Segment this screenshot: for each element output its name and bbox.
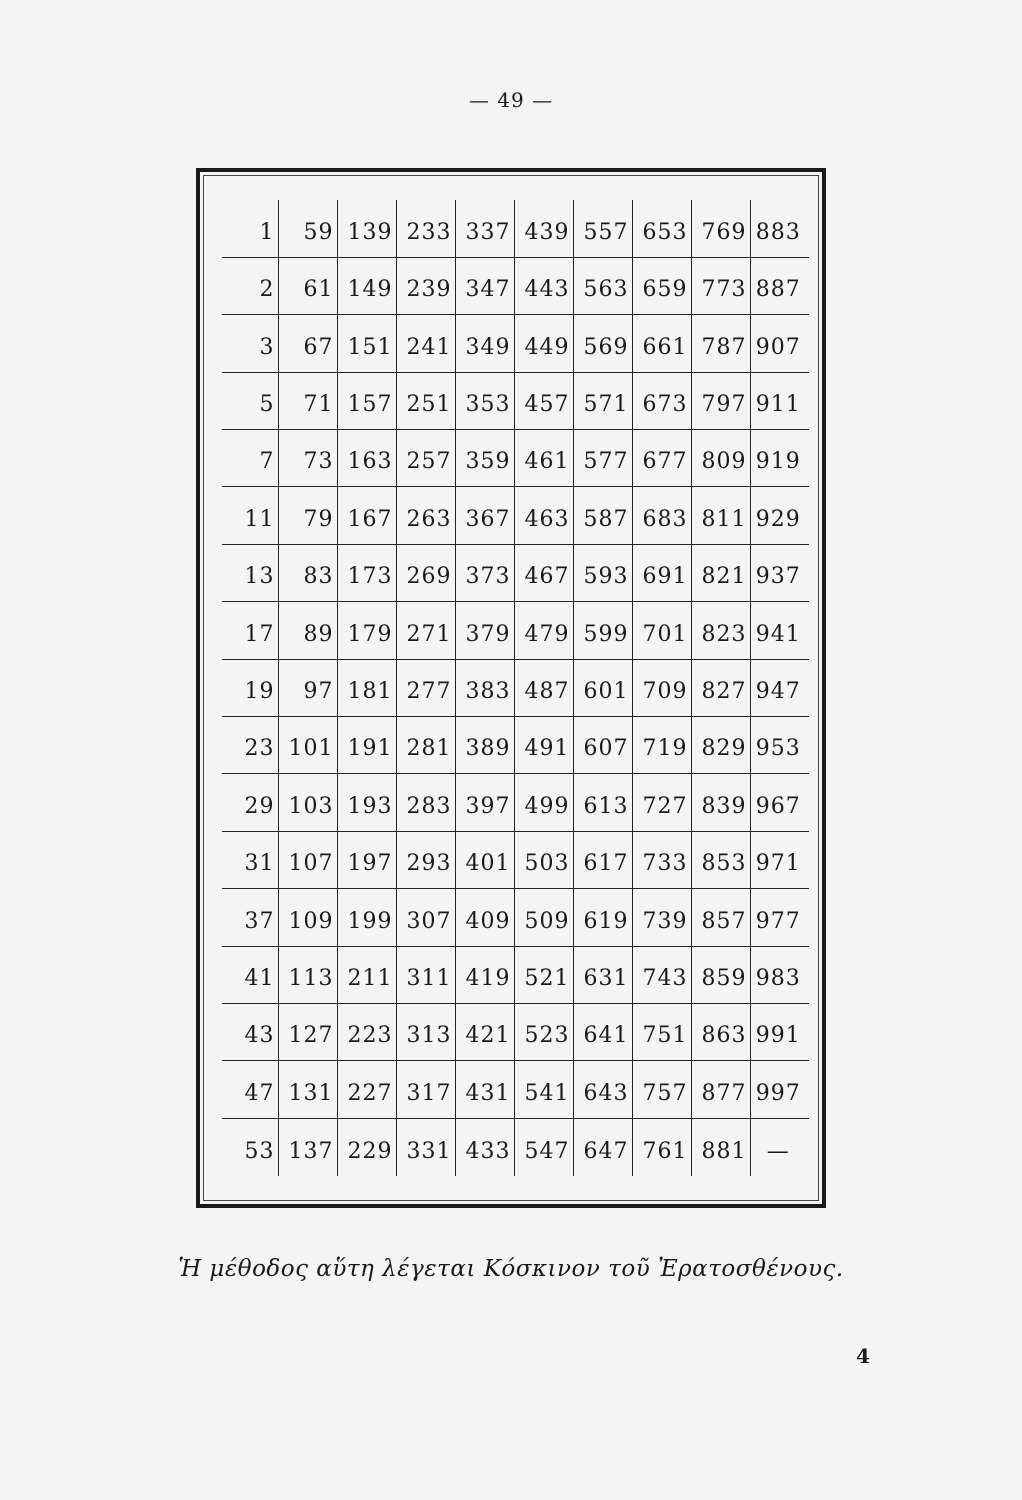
table-cell: 499 (514, 774, 573, 831)
table-cell: 193 (337, 774, 396, 831)
table-cell: 491 (514, 717, 573, 774)
table-cell: 431 (455, 1061, 514, 1118)
table-cell: 353 (455, 372, 514, 429)
table-cell: 509 (514, 889, 573, 946)
table-cell: 367 (455, 487, 514, 544)
table-cell: 769 (691, 200, 750, 257)
table-cell: 613 (573, 774, 632, 831)
prime-table-frame (196, 168, 826, 1208)
table-cell: 479 (514, 602, 573, 659)
table-cell: 569 (573, 315, 632, 372)
table-row (222, 544, 809, 601)
table-cell: 733 (632, 831, 691, 888)
table-cell: 757 (632, 1061, 691, 1118)
table-cell: 1 (222, 200, 278, 257)
table-cell: 317 (396, 1061, 455, 1118)
table-cell: 7 (222, 430, 278, 487)
table-cell: 127 (278, 1003, 337, 1060)
table-cell: 991 (750, 1003, 809, 1060)
table-cell: 911 (750, 372, 809, 429)
table-cell: 13 (222, 544, 278, 601)
table-cell: 383 (455, 659, 514, 716)
table-cell: 433 (455, 1118, 514, 1175)
table-cell: 71 (278, 372, 337, 429)
table-cell: 811 (691, 487, 750, 544)
table-cell: 181 (337, 659, 396, 716)
table-cell: 293 (396, 831, 455, 888)
table-row (222, 315, 809, 372)
table-cell: 619 (573, 889, 632, 946)
table-cell: 41 (222, 946, 278, 1003)
table-cell: 521 (514, 946, 573, 1003)
table-cell: 401 (455, 831, 514, 888)
table-row (222, 1118, 809, 1175)
table-cell: 467 (514, 544, 573, 601)
table-cell: 103 (278, 774, 337, 831)
table-row (222, 1061, 809, 1118)
table-cell: 23 (222, 717, 278, 774)
table-cell: 43 (222, 1003, 278, 1060)
table-cell: 101 (278, 717, 337, 774)
table-cell: 631 (573, 946, 632, 1003)
table-cell: 331 (396, 1118, 455, 1175)
table-cell: 673 (632, 372, 691, 429)
table-cell: 379 (455, 602, 514, 659)
table-cell: 971 (750, 831, 809, 888)
table-cell: 977 (750, 889, 809, 946)
table-cell: 59 (278, 200, 337, 257)
table-row (222, 200, 809, 257)
table-cell: 661 (632, 315, 691, 372)
table-cell: 919 (750, 430, 809, 487)
table-cell: 647 (573, 1118, 632, 1175)
table-cell: 797 (691, 372, 750, 429)
table-cell: 659 (632, 257, 691, 314)
prime-table-body (222, 200, 809, 1176)
table-cell: 109 (278, 889, 337, 946)
table-cell: 607 (573, 717, 632, 774)
table-cell: 37 (222, 889, 278, 946)
table-cell: 241 (396, 315, 455, 372)
table-cell: 461 (514, 430, 573, 487)
table-cell: 863 (691, 1003, 750, 1060)
table-cell: 61 (278, 257, 337, 314)
table-cell: 709 (632, 659, 691, 716)
table-cell: 211 (337, 946, 396, 1003)
table-cell: 223 (337, 1003, 396, 1060)
table-cell: 97 (278, 659, 337, 716)
table-cell: 677 (632, 430, 691, 487)
table-cell: 251 (396, 372, 455, 429)
table-cell: 809 (691, 430, 750, 487)
table-cell: 523 (514, 1003, 573, 1060)
table-row (222, 602, 809, 659)
table-cell: 31 (222, 831, 278, 888)
table-row (222, 487, 809, 544)
table-cell: 149 (337, 257, 396, 314)
table-cell: 751 (632, 1003, 691, 1060)
table-cell: 29 (222, 774, 278, 831)
table-cell: 601 (573, 659, 632, 716)
table-cell: 67 (278, 315, 337, 372)
table-cell: 937 (750, 544, 809, 601)
table-cell: 11 (222, 487, 278, 544)
table-cell: 229 (337, 1118, 396, 1175)
table-cell: 787 (691, 315, 750, 372)
table-row (222, 717, 809, 774)
table-cell: 19 (222, 659, 278, 716)
page-number: — 49 — (468, 88, 554, 112)
table-cell: 829 (691, 717, 750, 774)
table-cell: 419 (455, 946, 514, 1003)
table-cell: 929 (750, 487, 809, 544)
table-row (222, 831, 809, 888)
table-cell: 653 (632, 200, 691, 257)
table-cell: 599 (573, 602, 632, 659)
table-cell: 907 (750, 315, 809, 372)
sheet-number: 4 (856, 1344, 870, 1368)
table-cell: 881 (691, 1118, 750, 1175)
table-cell: 373 (455, 544, 514, 601)
table-cell: 239 (396, 257, 455, 314)
table-cell: 421 (455, 1003, 514, 1060)
table-cell: 53 (222, 1118, 278, 1175)
table-cell: 887 (750, 257, 809, 314)
table-row (222, 257, 809, 314)
table-cell: 397 (455, 774, 514, 831)
table-cell: 151 (337, 315, 396, 372)
table-cell: 587 (573, 487, 632, 544)
table-row (222, 889, 809, 946)
table-cell: 199 (337, 889, 396, 946)
table-cell: 557 (573, 200, 632, 257)
table-cell: 277 (396, 659, 455, 716)
table-cell: 389 (455, 717, 514, 774)
table-cell: 179 (337, 602, 396, 659)
table-cell: 853 (691, 831, 750, 888)
table-row (222, 774, 809, 831)
table-cell: 727 (632, 774, 691, 831)
table-cell: 743 (632, 946, 691, 1003)
table-cell: 617 (573, 831, 632, 888)
table-cell: 47 (222, 1061, 278, 1118)
table-cell: 719 (632, 717, 691, 774)
table-cell: 883 (750, 200, 809, 257)
table-cell: 359 (455, 430, 514, 487)
table-cell: 197 (337, 831, 396, 888)
table-cell: 311 (396, 946, 455, 1003)
table-cell: 761 (632, 1118, 691, 1175)
table-cell: 571 (573, 372, 632, 429)
table-cell: 307 (396, 889, 455, 946)
table-cell: 269 (396, 544, 455, 601)
table-cell: 271 (396, 602, 455, 659)
table-cell: 107 (278, 831, 337, 888)
table-cell: 877 (691, 1061, 750, 1118)
table-cell: 857 (691, 889, 750, 946)
table-cell: 2 (222, 257, 278, 314)
table-cell: 997 (750, 1061, 809, 1118)
table-cell: 313 (396, 1003, 455, 1060)
table-cell: 347 (455, 257, 514, 314)
table-cell: 641 (573, 1003, 632, 1060)
table-cell: 337 (455, 200, 514, 257)
table-cell: 163 (337, 430, 396, 487)
table-cell: 173 (337, 544, 396, 601)
table-cell: 17 (222, 602, 278, 659)
table-cell: 983 (750, 946, 809, 1003)
table-cell: 827 (691, 659, 750, 716)
table-cell: 547 (514, 1118, 573, 1175)
table-cell: 139 (337, 200, 396, 257)
table-cell: 131 (278, 1061, 337, 1118)
table-cell: 89 (278, 602, 337, 659)
table-cell: 83 (278, 544, 337, 601)
table-cell: 167 (337, 487, 396, 544)
table-cell: 263 (396, 487, 455, 544)
table-cell: 137 (278, 1118, 337, 1175)
table-row (222, 430, 809, 487)
table-cell: 449 (514, 315, 573, 372)
table-cell: 457 (514, 372, 573, 429)
table-cell: 541 (514, 1061, 573, 1118)
table-cell: 967 (750, 774, 809, 831)
table-cell: 701 (632, 602, 691, 659)
table-cell: 821 (691, 544, 750, 601)
table-cell: 593 (573, 544, 632, 601)
table-cell: 643 (573, 1061, 632, 1118)
table-cell: 739 (632, 889, 691, 946)
table-cell: 409 (455, 889, 514, 946)
table-cell: 5 (222, 372, 278, 429)
table-cell: 823 (691, 602, 750, 659)
table-cell: 439 (514, 200, 573, 257)
table-cell: 113 (278, 946, 337, 1003)
table-cell: 3 (222, 315, 278, 372)
prime-table (222, 200, 809, 1176)
table-row (222, 946, 809, 1003)
table-cell: 283 (396, 774, 455, 831)
table-cell: 683 (632, 487, 691, 544)
table-cell: 691 (632, 544, 691, 601)
table-row (222, 659, 809, 716)
table-cell: 463 (514, 487, 573, 544)
table-cell: 257 (396, 430, 455, 487)
table-cell: 947 (750, 659, 809, 716)
table-cell: 157 (337, 372, 396, 429)
table-cell: 191 (337, 717, 396, 774)
table-cell: 487 (514, 659, 573, 716)
table-cell: 349 (455, 315, 514, 372)
table-cell: 859 (691, 946, 750, 1003)
table-row (222, 372, 809, 429)
table-row (222, 1003, 809, 1060)
table-cell: 73 (278, 430, 337, 487)
table-cell: 839 (691, 774, 750, 831)
table-cell: 563 (573, 257, 632, 314)
table-cell: 79 (278, 487, 337, 544)
table-cell: 941 (750, 602, 809, 659)
table-cell: 227 (337, 1061, 396, 1118)
caption: Ἡ μέθοδος αὕτη λέγεται Κόσκινον τοῦ Ἐρατοσθένους. (178, 1256, 844, 1282)
table-cell: 773 (691, 257, 750, 314)
table-cell: 577 (573, 430, 632, 487)
table-cell: — (766, 1138, 790, 1164)
table-cell: 233 (396, 200, 455, 257)
table-cell: 443 (514, 257, 573, 314)
table-cell: 281 (396, 717, 455, 774)
table-cell: 953 (750, 717, 809, 774)
table-cell: 503 (514, 831, 573, 888)
